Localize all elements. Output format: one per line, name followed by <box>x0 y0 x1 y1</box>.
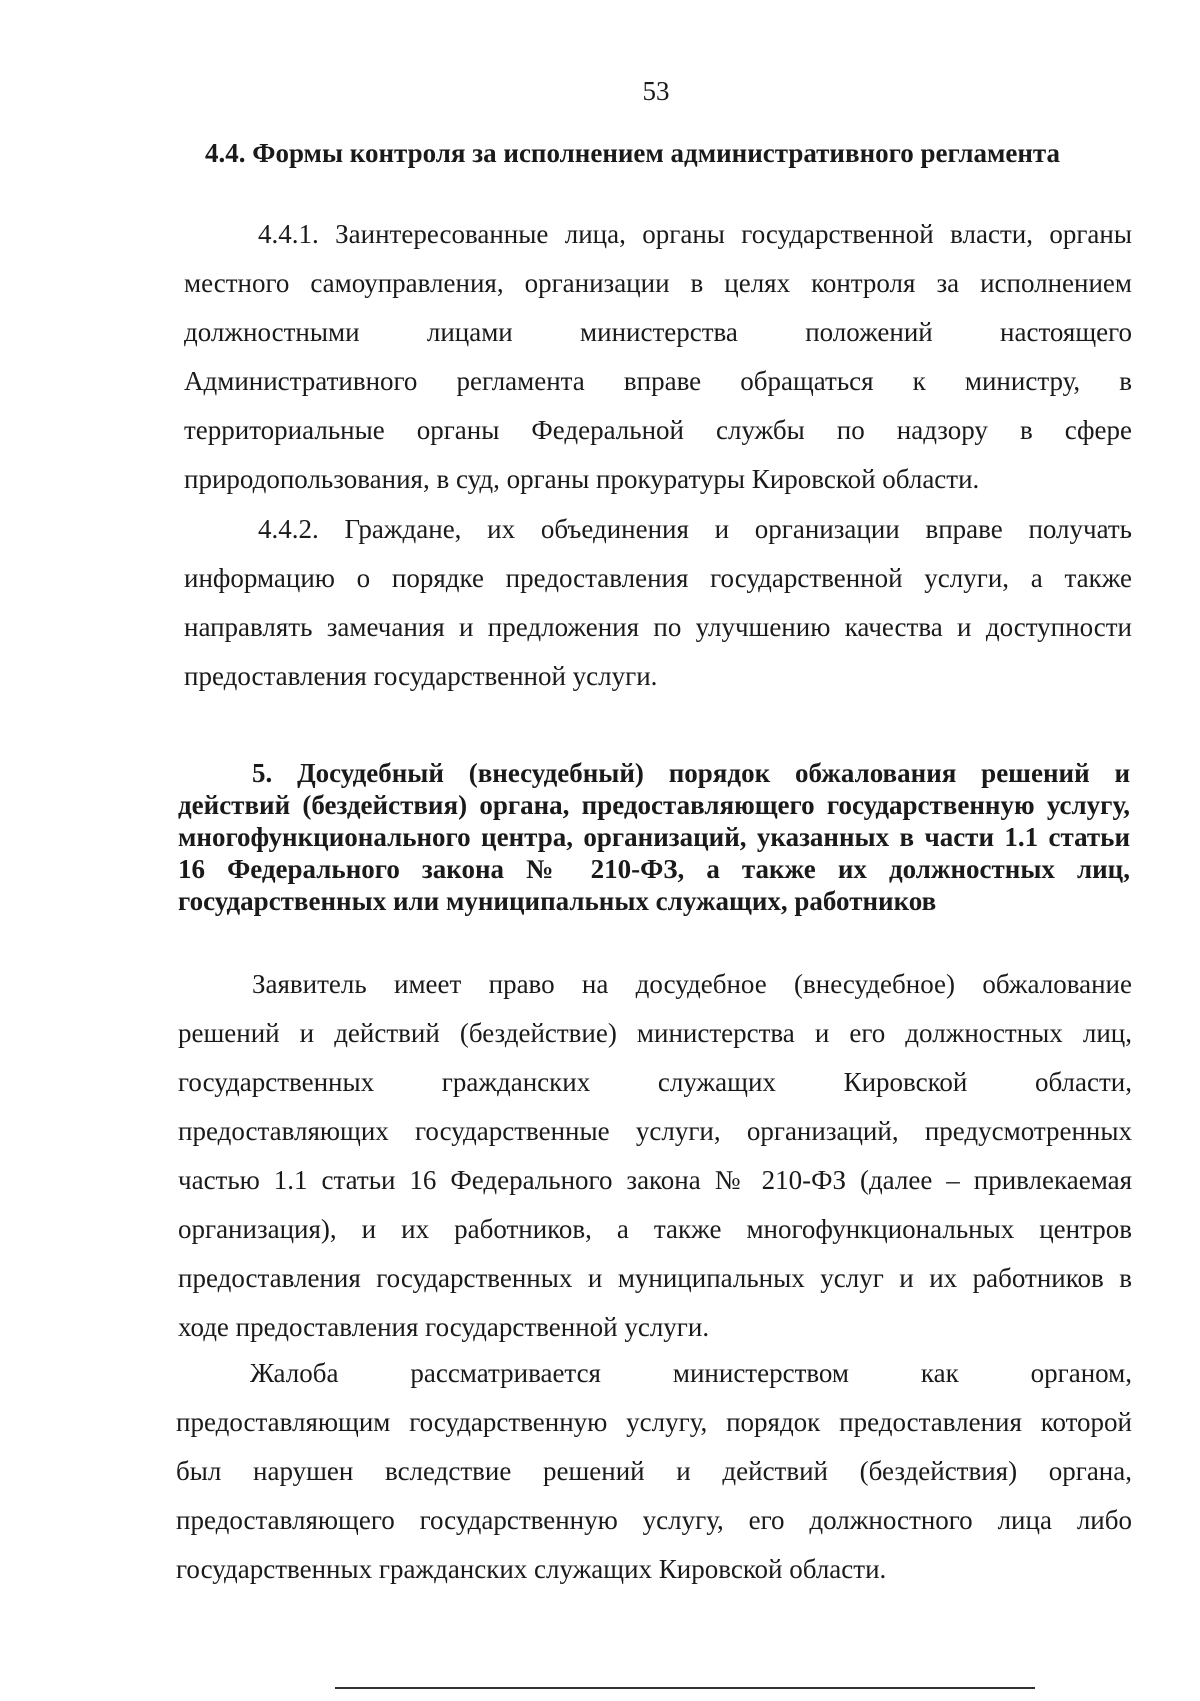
paragraph-line: организация), и их работников, а также многофункциональных центров <box>178 1214 1132 1244</box>
section-heading-5: 5. Досудебный (внесудебный) порядок обжалования решений и действий (бездействия) органа, предоставляющего государственную услугу, многофункционального центра, организаций, указанных в части 1.1 статьи 16 Федерального закона № 210-ФЗ, а также их должностных лиц, государственных или муниципальных служащих, работников <box>178 758 1130 916</box>
paragraph-line: государственных гражданских служащих Кировской области. <box>176 1554 887 1584</box>
paragraph-line: Жалоба рассматривается министерством как органом, <box>250 1358 1132 1388</box>
paragraph-line: территориальные органы Федеральной службы по надзору в сфере <box>184 415 1132 445</box>
paragraph-line: предоставления государственных и муниципальных услуг и их работников в <box>178 1263 1132 1293</box>
paragraph-line: Заявитель имеет право на досудебное (внесудебное) обжалование <box>252 969 1132 999</box>
footer-rule <box>335 1687 1035 1689</box>
paragraph-line: решений и действий (бездействие) министерства и его должностных лиц, <box>178 1018 1132 1048</box>
paragraph-line: местного самоуправления, организации в целях контроля за исполнением <box>184 268 1132 298</box>
page-number: 53 <box>642 76 670 106</box>
paragraph-line: частью 1.1 статьи 16 Федерального закона № 210-ФЗ (далее – привлекаемая <box>178 1165 1132 1195</box>
paragraph-5-complaint <box>176 1349 1132 1594</box>
paragraph-line: предоставляющих государственные услуги, организаций, предусмотренных <box>178 1116 1132 1146</box>
paragraph-line: предоставления государственной услуги. <box>184 661 658 691</box>
paragraph-line: Административного регламента вправе обращаться к министру, в <box>184 366 1132 396</box>
paragraph-line: предоставляющим государственную услугу, порядок предоставления которой <box>176 1407 1132 1437</box>
paragraph-line: 4.4.1. Заинтересованные лица, органы государственной власти, органы <box>258 219 1132 249</box>
paragraph-4-4-2 <box>184 505 1132 701</box>
paragraph-line: информацию о порядке предоставления государственной услуги, а также <box>184 563 1132 593</box>
section-heading-4-4: 4.4. Формы контроля за исполнением административного регламента <box>205 138 1061 168</box>
paragraph-line: должностными лицами министерства положений настоящего <box>184 317 1132 347</box>
paragraph-line: природопользования, в суд, органы прокуратуры Кировской области. <box>184 464 980 494</box>
paragraph-5-appeal-right <box>178 960 1132 1352</box>
paragraph-4-4-1 <box>184 210 1132 504</box>
paragraph-line: предоставляющего государственную услугу, его должностного лица либо <box>176 1505 1132 1535</box>
paragraph-line: 4.4.2. Граждане, их объединения и организации вправе получать <box>258 514 1132 544</box>
paragraph-line: ходе предоставления государственной услуги. <box>178 1312 710 1342</box>
paragraph-line: был нарушен вследствие решений и действий (бездействия) органа, <box>176 1456 1132 1486</box>
paragraph-line: направлять замечания и предложения по улучшению качества и доступности <box>184 612 1132 642</box>
paragraph-line: государственных гражданских служащих Кировской области, <box>178 1067 1132 1097</box>
